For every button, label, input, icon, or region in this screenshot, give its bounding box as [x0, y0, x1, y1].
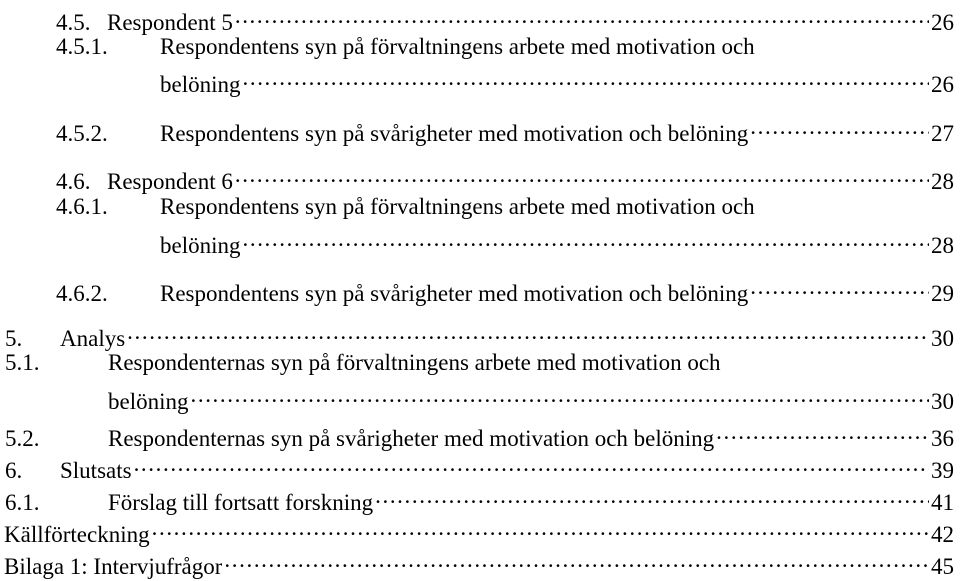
toc-entry-title: Respondentens syn på svårigheter med motivation och belöning: [160, 281, 749, 306]
toc-entry-page: 30: [931, 326, 954, 351]
toc-entry-number: 4.5.: [56, 10, 91, 35]
toc-entry-number: 6.: [5, 458, 23, 483]
toc-entry-title: Analys: [60, 326, 126, 351]
toc-entry-number: 4.5.1.: [56, 34, 108, 59]
toc-entry[interactable]: [0, 450, 954, 483]
toc-entry-title: Källförteckning: [4, 522, 150, 547]
toc-entry-page: 39: [931, 458, 954, 483]
toc-entry-title: Respondent 6: [107, 169, 233, 194]
toc-entry-title-cont: belöning: [160, 72, 241, 97]
toc-dot-leader: [235, 2, 929, 30]
toc-entry-number: 4.6.1.: [56, 194, 108, 219]
toc-entry-title: Slutsats: [60, 458, 132, 483]
toc-dot-leader: [750, 113, 929, 141]
toc-entry-page: 45: [931, 554, 954, 579]
toc-entry-title: Förslag till fortsatt forskning: [108, 490, 374, 515]
toc-entry-page: 28: [931, 233, 954, 258]
toc-entry-title-cont: belöning: [160, 233, 241, 258]
toc-dot-leader: [750, 273, 929, 301]
toc-entry[interactable]: [0, 161, 954, 194]
toc-entry-page: 26: [931, 72, 954, 97]
toc-entry-number: 4.6.2.: [56, 281, 108, 306]
toc-entry-page: 42: [931, 522, 954, 547]
toc-dot-leader: [152, 514, 929, 542]
toc-entry[interactable]: [0, 349, 954, 377]
toc-entry-page: 36: [931, 426, 954, 451]
toc-entry-continuation[interactable]: [0, 225, 954, 258]
toc-entry-number: 6.1.: [5, 490, 40, 515]
toc-entry-title: Bilaga 1: Intervjufrågor: [4, 554, 223, 579]
toc-entry-continuation[interactable]: [0, 64, 954, 97]
toc-entry-title: Respondentens syn på förvaltningens arbete med motivation och: [160, 34, 755, 59]
toc-entry-title: Respondent 5: [107, 10, 233, 35]
toc-entry-page: 27: [931, 121, 954, 146]
toc-entry-title: Respondentens syn på förvaltningens arbete med motivation och: [160, 194, 755, 219]
toc-dot-leader: [134, 450, 929, 478]
toc-entry[interactable]: [0, 514, 954, 547]
toc-entry[interactable]: [0, 318, 954, 351]
toc-entry-number: 5.1.: [5, 350, 40, 375]
toc-dot-leader: [191, 381, 930, 409]
toc-dot-leader: [375, 482, 929, 510]
toc-entry[interactable]: [0, 418, 954, 451]
toc-entry-page: 26: [931, 10, 954, 35]
toc-dot-leader: [716, 418, 929, 446]
toc-entry-title: Respondentens syn på svårigheter med motivation och belöning: [160, 121, 749, 146]
toc-entry-page: 29: [931, 281, 954, 306]
toc-entry[interactable]: [0, 33, 954, 61]
toc-entry-title-cont: belöning: [108, 389, 189, 414]
toc-entry[interactable]: [0, 273, 954, 306]
toc-entry-page: 28: [931, 169, 954, 194]
toc-dot-leader: [243, 64, 930, 92]
toc-entry[interactable]: [0, 482, 954, 515]
toc-entry-continuation[interactable]: [0, 381, 954, 414]
toc-entry-number: 5.: [5, 326, 23, 351]
toc-entry-number: 4.5.2.: [56, 121, 108, 146]
toc-entry[interactable]: [0, 2, 954, 35]
toc-entry-page: 30: [931, 389, 954, 414]
toc-entry-title: Respondenternas syn på förvaltningens arbete med motivation och: [108, 350, 721, 375]
toc-entry-number: 5.2.: [5, 426, 40, 451]
toc-entry[interactable]: [0, 113, 954, 146]
toc-dot-leader: [235, 161, 929, 189]
toc-entry[interactable]: [0, 546, 954, 579]
toc-entry-number: 4.6.: [56, 169, 91, 194]
toc-dot-leader: [127, 318, 929, 346]
toc-entry-title: Respondenternas syn på svårigheter med motivation och belöning: [108, 426, 715, 451]
toc-entry[interactable]: [0, 193, 954, 221]
toc-dot-leader: [243, 225, 930, 253]
toc-dot-leader: [224, 546, 929, 574]
toc-entry-page: 41: [931, 490, 954, 515]
